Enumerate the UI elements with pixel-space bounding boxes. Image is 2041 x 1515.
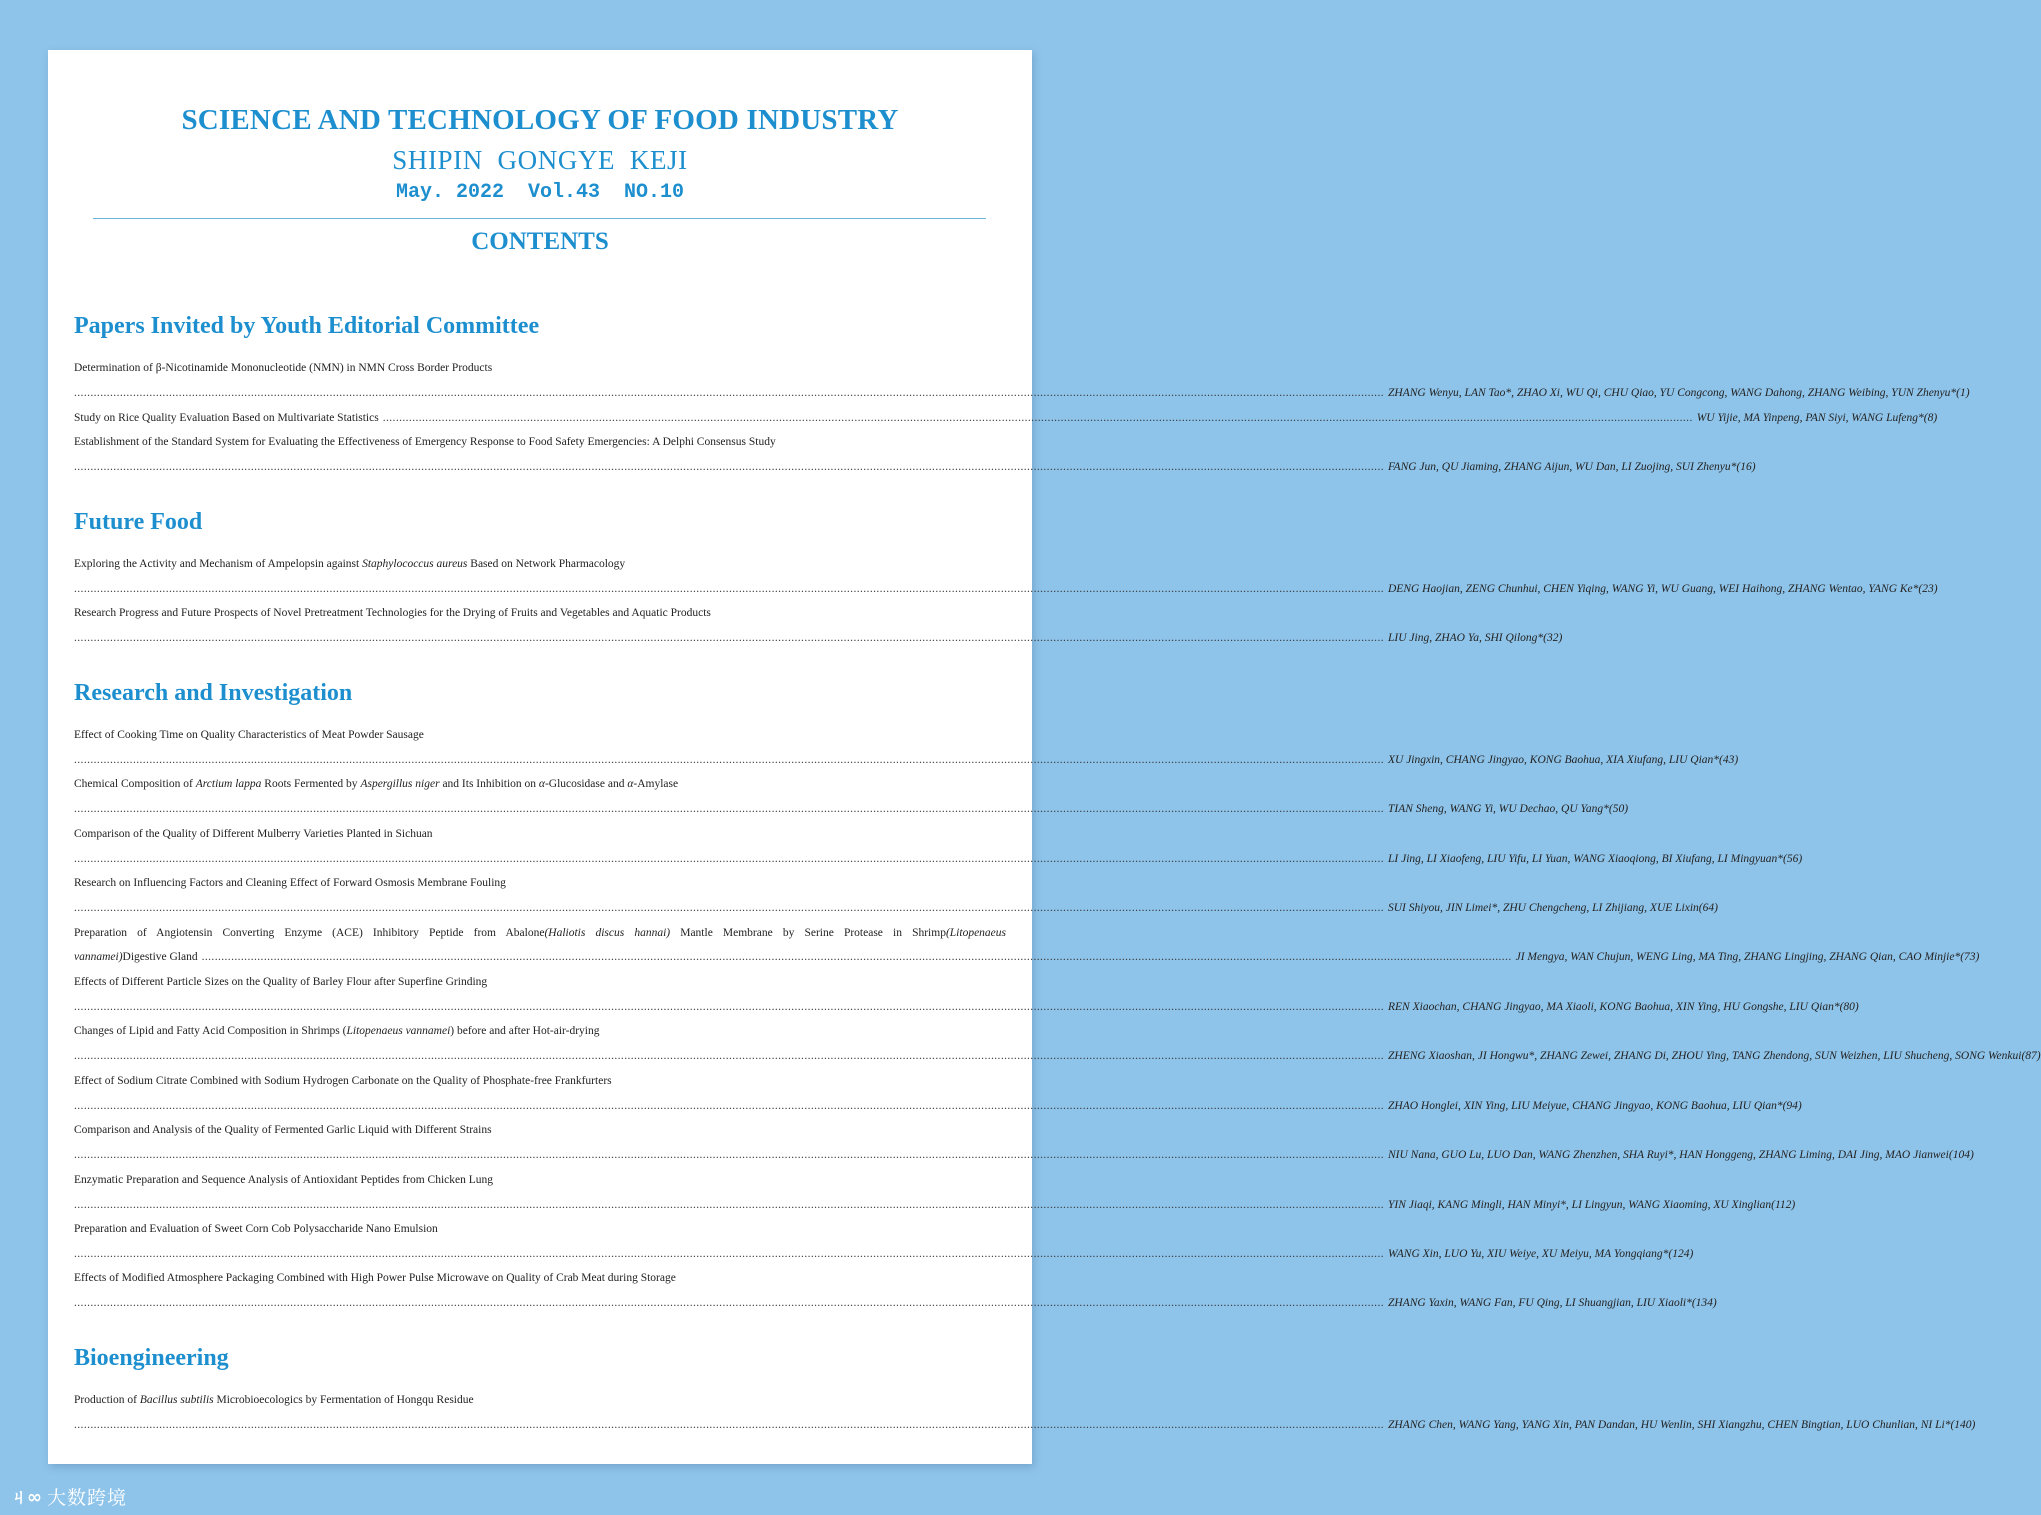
article-title: Effect of Sodium Citrate Combined with Sodium Hydrogen Carbonate on the Quality of Phosphate-free Frankfurters: [74, 1075, 612, 1087]
greek-symbol: α: [538, 778, 545, 790]
article-byline: [74, 999, 1859, 1015]
article-title: Digestive Gland: [122, 951, 198, 963]
article-title: [74, 776, 1006, 792]
article-entry: [74, 410, 1938, 426]
dot-leader: ................................................................................................................................................................................................................................................................................................................................................................................................................: [74, 1050, 1384, 1062]
article-title: Research on Influencing Factors and Cleaning Effect of Forward Osmosis Membrane Fouling: [74, 877, 506, 889]
title-text: -Amylase: [633, 778, 679, 790]
dot-leader: ................................................................................................................................................................................................................................................................................................................................................................................................................: [74, 1297, 1384, 1309]
article-title: Research Progress and Future Prospects of Novel Pretreatment Technologies for the Drying of Fruits and Vegetables and Aquatic Products: [74, 607, 711, 619]
dot-leader: ................................................................................................................................................................................................................................................................................................................................................................................................................: [74, 1149, 1384, 1161]
dot-leader: ................................................................................................................................................................................................................................................................................................................................................................................................................: [74, 1199, 1384, 1211]
title-text: Exploring the Activity and Mechanism of Ampelopsin against: [74, 558, 363, 570]
title-text: Chemical Composition of: [74, 778, 196, 790]
title-text: Production of: [74, 1394, 140, 1406]
article-byline: [74, 630, 1563, 646]
article-authors: FANG Jun, QU Jiaming, ZHANG Aijun, WU Dan, LI Zuojing, SUI Zhenyu*(16): [1388, 461, 1756, 473]
article-byline: [74, 752, 1739, 768]
article-authors: YIN Jiaqi, KANG Mingli, HAN Minyi*, LI Lingyun, WANG Xiaoming, XU Xinglian(112): [1388, 1199, 1796, 1211]
article-byline: [74, 581, 1938, 597]
title-text: and Its Inhibition on: [439, 778, 539, 790]
article-authors: TIAN Sheng, WANG Yi, WU Dechao, QU Yang*(50): [1388, 803, 1629, 815]
title-text: Preparation of Angiotensin Converting Enzyme (ACE) Inhibitory Peptide from Abalone: [74, 927, 545, 939]
title-text: Changes of Lipid and Fatty Acid Composition in Shrimps (: [74, 1025, 347, 1037]
article-title: Comparison of the Quality of Different Mulberry Varieties Planted in Sichuan: [74, 828, 433, 840]
watermark-logo-icon: ㄐ∞: [10, 1487, 41, 1508]
dot-leader: ................................................................................................................................................................................................................................................................................................................................................................................................................: [74, 902, 1384, 914]
title-text: -Glucosidase and: [544, 778, 628, 790]
article-title: Enzymatic Preparation and Sequence Analysis of Antioxidant Peptides from Chicken Lung: [74, 1174, 494, 1186]
dot-leader: ................................................................................................................................................................................................................................................................................................................................................................................................................: [74, 632, 1384, 644]
journal-pinyin-title: SHIPIN GONGYE KEJI: [392, 145, 688, 175]
article-authors: XU Jingxin, CHANG Jingyao, KONG Baohua, XIA Xiufang, LIU Qian*(43): [1388, 754, 1739, 766]
article-byline: [74, 1246, 1694, 1262]
species-name: Staphylococcus aureus: [362, 558, 468, 570]
section-heading-youth: Papers Invited by Youth Editorial Committee: [74, 313, 540, 339]
article-title: Comparison and Analysis of the Quality of Fermented Garlic Liquid with Different Strains: [74, 1124, 492, 1136]
article-byline: [74, 459, 1756, 475]
article-byline: [74, 1048, 2041, 1064]
species-name: vannamei): [74, 951, 123, 963]
article-byline: [74, 900, 1718, 916]
article-title: [74, 1392, 1006, 1408]
title-text: Roots Fermented by: [261, 778, 361, 790]
article-title: Effects of Different Particle Sizes on the Quality of Barley Flour after Superfine Grinding: [74, 976, 488, 988]
dot-leader: ................................................................................................................................................................................................................................................................................................................................................................................................................: [74, 1100, 1384, 1112]
article-byline: [74, 1417, 1976, 1433]
article-title: Determination of β-Nicotinamide Mononucleotide (NMN) in NMN Cross Border Products: [74, 362, 493, 374]
title-text: Mantle Membrane by Serine Protease in Shrimp: [670, 927, 946, 939]
dot-leader: ................................................................................................................................................................................................................................................................................................................................................................................................................: [74, 1001, 1384, 1013]
article-authors: NIU Nana, GUO Lu, LUO Dan, WANG Zhenzhen, SHA Ruyi*, HAN Honggeng, ZHANG Liming, DAI Jing, MAO Jianwei(104): [1388, 1149, 1974, 1161]
article-byline: [74, 1147, 1974, 1163]
article-title: Establishment of the Standard System for Evaluating the Effectiveness of Emergency Response to Food Safety Emergencies: A Delphi Consensus Study: [74, 436, 776, 448]
article-authors: WU Yijie, MA Yinpeng, PAN Siyi, WANG Lufeng*(8): [1696, 412, 1938, 424]
section-heading-research: Research and Investigation: [74, 680, 353, 706]
contents-heading: CONTENTS: [471, 228, 609, 255]
article-authors: JI Mengya, WAN Chujun, WENG Ling, MA Ting, ZHANG Lingjing, ZHANG Qian, CAO Minjie*(73): [1515, 951, 1980, 963]
section-heading-bioengineering: Bioengineering: [74, 1345, 229, 1371]
watermark-text: 大数跨境: [47, 1486, 128, 1509]
species-name: (Haliotis discus hannai): [544, 927, 671, 939]
article-authors: ZHANG Chen, WANG Yang, YANG Xin, PAN Dandan, HU Wenlin, SHI Xiangzhu, CHEN Bingtian, LUO Chunlian, NI Li*(140): [1388, 1419, 1976, 1431]
article-authors: WANG Xin, LUO Yu, XIU Weiye, XU Meiyu, MA Yongqiang*(124): [1388, 1248, 1694, 1260]
dot-leader: ................................................................................................................................................................................................................................................................................................................................................................................................................: [74, 461, 1384, 473]
article-byline: [74, 1295, 1717, 1311]
greek-symbol: α: [627, 778, 634, 790]
article-byline: [74, 1197, 1796, 1213]
dot-leader: ................................................................................................................................................................................................................................................................................................................................................................................................................: [382, 412, 1693, 424]
section-heading-future-food: Future Food: [74, 509, 203, 535]
issue-info: May. 2022 Vol.43 NO.10: [395, 181, 685, 204]
article-authors: DENG Haojian, ZENG Chunhui, CHEN Yiqing, WANG Yi, WU Guang, WEI Haihong, ZHANG Wentao, YANG Ke*(23): [1388, 583, 1938, 595]
species-name: (Litopenaeus: [945, 927, 1007, 939]
species-name: Bacillus subtilis: [139, 1394, 214, 1406]
dot-leader: ................................................................................................................................................................................................................................................................................................................................................................................................................: [74, 803, 1384, 815]
species-name: Aspergillus niger: [360, 778, 440, 790]
dot-leader: ................................................................................................................................................................................................................................................................................................................................................................................................................: [74, 853, 1384, 865]
title-text: ) before and after Hot-air-drying: [450, 1025, 600, 1037]
title-text: Microbioecologics by Fermentation of Hongqu Residue: [213, 1394, 474, 1406]
article-byline: [74, 1098, 1802, 1114]
dot-leader: ................................................................................................................................................................................................................................................................................................................................................................................................................: [74, 1419, 1384, 1431]
article-authors: ZHENG Xiaoshan, JI Hongwu*, ZHANG Zewei, ZHANG Di, ZHOU Ying, TANG Zhendong, SUN Weizhen, LIU Shucheng, SONG Wenkui(87): [1388, 1050, 2041, 1062]
article-title: Preparation and Evaluation of Sweet Corn Cob Polysaccharide Nano Emulsion: [74, 1223, 438, 1235]
watermark: [10, 1482, 127, 1510]
dot-leader: ................................................................................................................................................................................................................................................................................................................................................................................................................: [74, 387, 1384, 399]
dot-leader: ................................................................................................................................................................................................................................................................................................................................................................................................................: [74, 754, 1384, 766]
article-title: Study on Rice Quality Evaluation Based on Multivariate Statistics: [74, 412, 379, 424]
article-authors: LIU Jing, ZHAO Ya, SHI Qilong*(32): [1388, 632, 1563, 644]
dot-leader: ................................................................................................................................................................................................................................................................................................................................................................................................................: [201, 951, 1512, 963]
article-title: [74, 1023, 1006, 1039]
article-authors: ZHANG Wenyu, LAN Tao*, ZHAO Xi, WU Qi, CHU Qiao, YU Congcong, WANG Dahong, ZHANG Weibing, YUN Zhenyu*(1): [1388, 387, 1970, 399]
article-title: [74, 925, 1006, 941]
dot-leader: ................................................................................................................................................................................................................................................................................................................................................................................................................: [74, 1248, 1384, 1260]
header-divider: [93, 218, 986, 219]
species-name: Litopenaeus vannamei: [346, 1025, 451, 1037]
article-byline: [74, 851, 1803, 867]
article-title: [74, 556, 1006, 572]
species-name: Arctium lappa: [195, 778, 262, 790]
article-authors: ZHANG Yaxin, WANG Fan, FU Qing, LI Shuangjian, LIU Xiaoli*(134): [1388, 1297, 1717, 1309]
article-authors: REN Xiaochan, CHANG Jingyao, MA Xiaoli, KONG Baohua, XIN Ying, HU Gongshe, LIU Qian*(80): [1388, 1001, 1859, 1013]
article-authors: LI Jing, LI Xiaofeng, LIU Yifu, LI Yuan, WANG Xiaoqiong, BI Xiufang, LI Mingyuan*(56): [1388, 853, 1803, 865]
title-text: Based on Network Pharmacology: [467, 558, 626, 570]
article-title: Effect of Cooking Time on Quality Characteristics of Meat Powder Sausage: [74, 729, 424, 741]
article-authors: SUI Shiyou, JIN Limei*, ZHU Chengcheng, LI Zhijiang, XUE Lixin(64): [1388, 902, 1718, 914]
article-title: Effects of Modified Atmosphere Packaging Combined with High Power Pulse Microwave on Quality of Crab Meat during Storage: [74, 1272, 676, 1284]
journal-title: SCIENCE AND TECHNOLOGY OF FOOD INDUSTRY: [181, 104, 899, 136]
article-byline: [74, 385, 1970, 401]
dot-leader: ................................................................................................................................................................................................................................................................................................................................................................................................................: [74, 583, 1384, 595]
article-byline: [74, 801, 1629, 817]
article-authors: ZHAO Honglei, XIN Ying, LIU Meiyue, CHANG Jingyao, KONG Baohua, LIU Qian*(94): [1388, 1100, 1802, 1112]
article-entry: [74, 949, 1980, 965]
